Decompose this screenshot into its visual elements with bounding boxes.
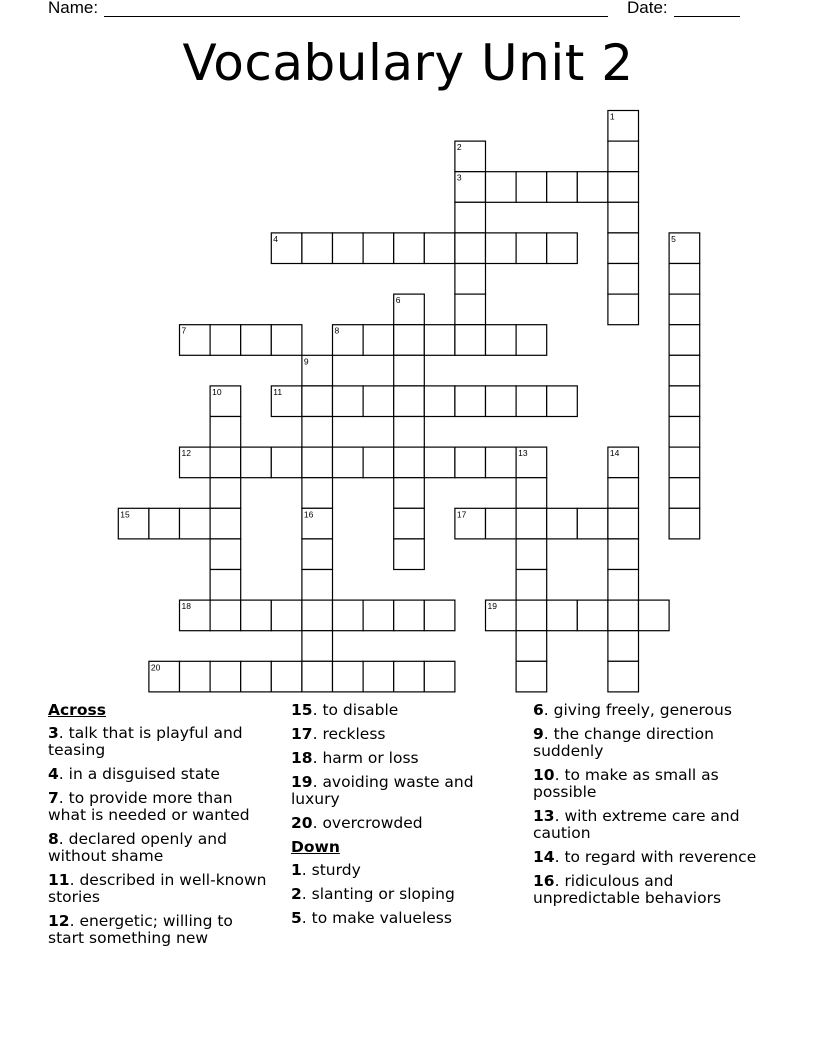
grid-cell[interactable]	[547, 386, 578, 417]
grid-cell[interactable]	[241, 661, 272, 692]
grid-cell[interactable]	[516, 570, 547, 601]
clue-item: 6. giving freely, generous	[533, 701, 732, 719]
grid-cell[interactable]	[516, 631, 547, 662]
clue-item: 16. ridiculous and unpredictable behaviors	[533, 872, 722, 907]
grid-cell[interactable]	[455, 202, 486, 233]
grid-cell[interactable]	[302, 417, 333, 448]
across-heading: Across	[48, 701, 106, 719]
clue-number: 3	[456, 172, 462, 183]
grid-cell[interactable]	[639, 600, 670, 631]
clues-column-1	[48, 702, 273, 954]
clue-item: 5. to make valueless	[291, 909, 452, 927]
clue-item: 18. harm or loss	[291, 749, 419, 767]
clue-text: talk that is playful and teasing	[48, 724, 243, 759]
grid-cell[interactable]	[210, 570, 241, 601]
clue-text: energetic; willing to start something new	[48, 912, 233, 947]
grid-cell[interactable]	[363, 661, 394, 692]
grid-cell[interactable]	[363, 386, 394, 417]
clue-number: 18	[181, 601, 191, 612]
grid-cell[interactable]	[669, 447, 700, 478]
clue-item: 4. in a disguised state	[48, 765, 220, 783]
grid-cell[interactable]	[302, 539, 333, 570]
clue-number: 12	[181, 448, 191, 459]
clue-number: 18	[291, 749, 313, 767]
grid-cell[interactable]	[394, 417, 425, 448]
grid-cell[interactable]	[394, 600, 425, 631]
grid-cell[interactable]	[516, 661, 547, 692]
clue-text: avoiding waste and luxury	[291, 773, 474, 808]
grid-cell[interactable]	[577, 172, 608, 203]
clue-number: 1	[291, 861, 302, 879]
grid-cell[interactable]	[271, 661, 302, 692]
grid-cell[interactable]	[455, 233, 486, 264]
grid-cell[interactable]	[424, 447, 455, 478]
grid-cell[interactable]	[516, 172, 547, 203]
grid-cell[interactable]	[271, 447, 302, 478]
clue-number: 5	[671, 233, 676, 244]
grid-cell[interactable]	[210, 600, 241, 631]
grid-cell[interactable]	[608, 478, 639, 509]
grid-cell[interactable]	[516, 325, 547, 356]
grid-cell[interactable]	[424, 386, 455, 417]
grid-cell[interactable]	[486, 233, 517, 264]
clues-column-3	[533, 702, 773, 914]
clue-number: 12	[48, 912, 70, 930]
grid-cell[interactable]	[516, 539, 547, 570]
clue-text: giving freely, generous	[553, 701, 732, 719]
clue-number: 6	[533, 701, 544, 719]
grid-cell[interactable]	[608, 600, 639, 631]
grid-cell[interactable]	[547, 172, 578, 203]
name-label: Name:	[48, 0, 99, 17]
down-heading: Down	[291, 838, 340, 856]
clue-item: 15. to disable	[291, 701, 399, 719]
clue-number: 20	[291, 814, 313, 832]
grid-cell[interactable]	[333, 600, 364, 631]
clue-item: 7. to provide more than what is needed or wanted	[48, 789, 250, 824]
clue-item: 2. slanting or sloping	[291, 885, 455, 903]
clue-number: 2	[291, 885, 302, 903]
grid-cell[interactable]	[210, 508, 241, 539]
clue-number: 15	[120, 509, 130, 520]
clue-number: 8	[334, 325, 340, 336]
grid-cell[interactable]	[547, 600, 578, 631]
grid-cell[interactable]	[669, 294, 700, 325]
grid-cell[interactable]	[455, 264, 486, 295]
grid-cell[interactable]	[547, 508, 578, 539]
grid-cell[interactable]	[516, 508, 547, 539]
grid-cell[interactable]	[363, 233, 394, 264]
grid-cell[interactable]	[608, 661, 639, 692]
clue-item: 10. to make as small as possible	[533, 766, 719, 801]
clue-text: to provide more than what is needed or wanted	[48, 789, 250, 824]
grid-cell[interactable]	[516, 233, 547, 264]
clue-number: 15	[291, 701, 313, 719]
clue-text: described in well-known stories	[48, 871, 267, 906]
grid-cell[interactable]	[455, 386, 486, 417]
grid-cell[interactable]	[394, 447, 425, 478]
grid-cell[interactable]	[455, 447, 486, 478]
grid-cell[interactable]	[394, 478, 425, 509]
grid-cell[interactable]	[210, 447, 241, 478]
grid-cell[interactable]	[608, 172, 639, 203]
clue-item: 8. declared openly and without shame	[48, 830, 227, 865]
grid-cell[interactable]	[302, 661, 333, 692]
grid-cell[interactable]	[302, 478, 333, 509]
grid-cell[interactable]	[149, 508, 180, 539]
clue-number: 6	[395, 295, 401, 306]
clue-item: 14. to regard with reverence	[533, 848, 757, 866]
grid-cell[interactable]	[486, 172, 517, 203]
grid-cell[interactable]	[577, 600, 608, 631]
date-label: Date:	[627, 0, 668, 17]
grid-cell[interactable]	[394, 355, 425, 386]
grid-cell[interactable]	[486, 447, 517, 478]
clue-number: 14	[609, 448, 620, 459]
clue-item: 13. with extreme care and caution	[533, 807, 740, 842]
grid-cell[interactable]	[180, 508, 211, 539]
clue-number: 8	[48, 830, 59, 848]
grid-cell[interactable]	[486, 386, 517, 417]
grid-cell[interactable]	[302, 386, 333, 417]
grid-cell[interactable]	[669, 417, 700, 448]
grid-cell[interactable]	[363, 600, 394, 631]
clue-number: 17	[291, 725, 313, 743]
grid-cell[interactable]	[455, 294, 486, 325]
grid-cell[interactable]	[455, 325, 486, 356]
clue-text: with extreme care and caution	[533, 807, 740, 842]
grid-cell[interactable]	[394, 508, 425, 539]
clue-number: 10	[533, 766, 555, 784]
clue-number: 16	[533, 872, 555, 890]
grid-cell[interactable]	[608, 570, 639, 601]
clue-text: in a disguised state	[68, 765, 220, 783]
down-clue-list	[291, 862, 516, 927]
grid-cell[interactable]	[333, 447, 364, 478]
clue-number: 13	[518, 448, 528, 459]
grid-cell[interactable]	[210, 539, 241, 570]
grid-cell[interactable]	[333, 661, 364, 692]
clue-number: 9	[303, 356, 309, 367]
clue-number: 11	[48, 871, 70, 889]
grid-cell[interactable]	[210, 661, 241, 692]
grid-cell[interactable]	[516, 600, 547, 631]
down-clue-list-continued	[533, 702, 773, 907]
grid-cell[interactable]	[608, 539, 639, 570]
clue-number: 14	[533, 848, 555, 866]
across-clue-list	[48, 725, 273, 947]
grid-cell[interactable]	[210, 417, 241, 448]
grid-cell[interactable]	[302, 600, 333, 631]
grid-cell[interactable]	[486, 325, 517, 356]
grid-cell[interactable]	[424, 661, 455, 692]
grid-cell[interactable]	[394, 233, 425, 264]
grid-cell[interactable]	[577, 508, 608, 539]
grid-cell[interactable]	[424, 325, 455, 356]
clue-number: 16	[303, 509, 314, 520]
clue-text: slanting or sloping	[311, 885, 455, 903]
grid-cell[interactable]	[669, 478, 700, 509]
grid-cell[interactable]	[608, 508, 639, 539]
clue-text: to make valueless	[311, 909, 452, 927]
clue-text: to regard with reverence	[564, 848, 757, 866]
clue-item: 9. the change direction suddenly	[533, 725, 714, 760]
clue-number: 5	[291, 909, 302, 927]
clue-text: the change direction suddenly	[533, 725, 714, 760]
clue-text: declared openly and without shame	[48, 830, 227, 865]
clue-number: 19	[291, 773, 313, 791]
grid-cell[interactable]	[669, 355, 700, 386]
clue-number: 10	[212, 386, 222, 397]
clue-item: 19. avoiding waste and luxury	[291, 773, 474, 808]
grid-cell[interactable]	[271, 600, 302, 631]
grid-cell[interactable]	[394, 661, 425, 692]
grid-cell[interactable]	[608, 294, 639, 325]
grid-cell[interactable]	[669, 325, 700, 356]
clue-item: 3. talk that is playful and teasing	[48, 724, 243, 759]
clue-text: harm or loss	[322, 749, 419, 767]
grid-cell[interactable]	[271, 325, 302, 356]
across-clue-list-continued	[291, 702, 516, 832]
clue-text: sturdy	[311, 861, 361, 879]
clues-column-2	[291, 702, 516, 934]
grid-cell[interactable]	[363, 325, 394, 356]
grid-cell[interactable]	[608, 631, 639, 662]
clue-item: 1. sturdy	[291, 861, 361, 879]
grid-cell[interactable]	[516, 478, 547, 509]
grid-cell[interactable]	[241, 325, 272, 356]
clue-number: 1	[609, 111, 615, 122]
grid-cell[interactable]	[424, 233, 455, 264]
grid-cell[interactable]	[547, 233, 578, 264]
grid-cell[interactable]	[302, 233, 333, 264]
clue-number: 20	[150, 662, 161, 673]
grid-cell[interactable]	[669, 508, 700, 539]
grid-cell[interactable]	[394, 325, 425, 356]
clue-text: to disable	[322, 701, 399, 719]
grid-cell[interactable]	[333, 386, 364, 417]
clue-number: 17	[456, 509, 467, 520]
clue-text: reckless	[322, 725, 386, 743]
grid-cell[interactable]	[608, 264, 639, 295]
clue-number: 4	[273, 233, 279, 244]
clue-item: 20. overcrowded	[291, 814, 423, 832]
grid-cell[interactable]	[210, 478, 241, 509]
clue-text: overcrowded	[322, 814, 423, 832]
grid-cell[interactable]	[516, 386, 547, 417]
clue-item: 12. energetic; willing to start something new	[48, 912, 233, 947]
grid-cell[interactable]	[394, 539, 425, 570]
clue-number: 19	[487, 601, 497, 612]
grid-cell[interactable]	[180, 661, 211, 692]
grid-cell[interactable]	[608, 141, 639, 172]
clue-text: to make as small as possible	[533, 766, 719, 801]
clue-number: 13	[533, 807, 555, 825]
clue-number: 7	[48, 789, 59, 807]
grid-cell[interactable]	[241, 447, 272, 478]
grid-cell[interactable]	[669, 386, 700, 417]
grid-cell[interactable]	[302, 447, 333, 478]
clue-text: ridiculous and unpredictable behaviors	[533, 872, 722, 907]
grid-cell[interactable]	[608, 202, 639, 233]
grid-cell[interactable]	[333, 233, 364, 264]
clue-number: 4	[48, 765, 59, 783]
clue-number: 9	[533, 725, 544, 743]
page-title: Vocabulary Unit 2	[182, 34, 634, 92]
grid-cell[interactable]	[302, 631, 333, 662]
grid-cell[interactable]	[486, 508, 517, 539]
clue-number: 11	[273, 386, 283, 397]
grid-cell[interactable]	[210, 325, 241, 356]
grid-cell[interactable]	[302, 570, 333, 601]
grid-cell[interactable]	[424, 600, 455, 631]
grid-cell[interactable]	[363, 447, 394, 478]
grid-cell[interactable]	[608, 233, 639, 264]
grid-cell[interactable]	[394, 386, 425, 417]
clue-number: 3	[48, 724, 59, 742]
clue-number: 2	[456, 142, 462, 153]
grid-cell[interactable]	[669, 264, 700, 295]
clue-item: 11. described in well-known stories	[48, 871, 267, 906]
clue-number: 7	[181, 325, 187, 336]
grid-cell[interactable]	[241, 600, 272, 631]
clue-item: 17. reckless	[291, 725, 386, 743]
